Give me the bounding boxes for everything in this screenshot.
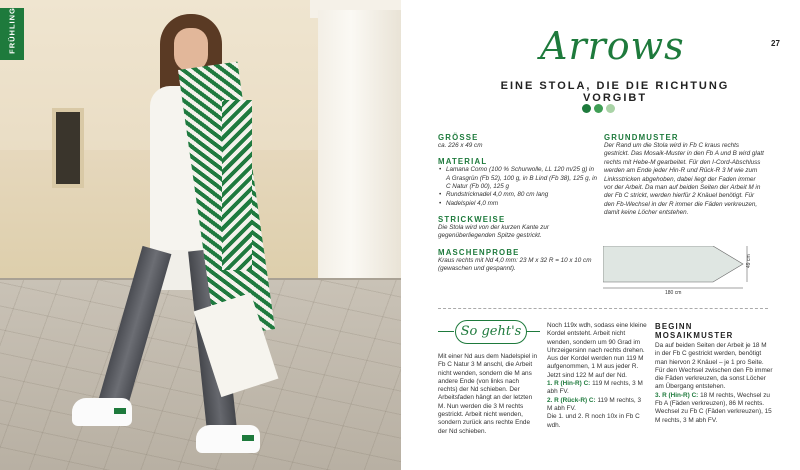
sogehts-rule-right [526, 331, 540, 332]
season-tag-label: FRÜHLING [7, 7, 17, 54]
mosaic-heading-line1: BEGINN [655, 322, 693, 331]
instructions-column-3 [655, 322, 773, 425]
pattern-subtitle: EINE STOLA, DIE DIE RICHTUNG VORGIBT [500, 80, 730, 104]
color-dots [582, 100, 618, 118]
instructions-text: Mit einer Nd aus dem Nadelspiel in Fb C Natur 3 M anschl, die Arbeit nicht wenden, sondern die M ans andere Ende (von links nach rechts) der Nd schieben. Der Arbeitsfaden hängt an der letzten M. Nun werden die 3 M rechts gestrickt. Arbeit nicht wenden, sondern zurück ans rechte Ende der Nd schieben. [438, 353, 538, 435]
mosaic-intro: Da auf beiden Seiten der Arbeit je 18 M in der Fb C gestrickt werden, benötigt man hiervon 2 Knäuel – je 1 pro Seite. Für den Wechsel zwischen den Fb immer die Fäden verkreuzen, da sonst Löcher am Übergang entstehen. [655, 342, 773, 391]
pattern-text: Der Rand um die Stola wird in Fb C kraus rechts gestrickt. Das Mosaik-Muster in den Fb A und B wird glatt rechts mit Hebe-M gearbeitet. Für den I-Cord-Abschluss werden am Ende jeder Hin-R und Rück-R 3 M wie zum Linksstricken abgehoben, dabei liegt der Faden immer vor der Arbeit. Da man auf beiden Seiten der Arbeit M in der Fb C strickt, werden hierfür 2 Knäuel benötigt. Für den Fb-Wechsel in der R immer die Fäden verkreuzen, damit keine Löcher entstehen. [604, 142, 764, 217]
material-heading: MATERIAL [438, 157, 488, 167]
gauge-text: Kraus rechts mit Nd 4,0 mm: 23 M x 32 R = 10 x 10 cm (gewaschen und gespannt). [438, 256, 592, 273]
color-dot-a [582, 104, 591, 113]
row-label: 2. R (Rück-R) C: [547, 396, 596, 404]
pattern-title: Arrows [540, 24, 685, 68]
size-text: ca. 226 x 49 cm [438, 142, 483, 149]
instructions-text: Noch 119x wdh, sodass eine kleine Kordel entsteht. Arbeit nicht wenden, sondern um 90 Grad im Uhrzeigersinn nach rechts drehen. Aus der Kordel werden nun 119 M aufgenommen, 1 M aus jeder R. Jetzt sind 122 M auf der Nd. [547, 322, 647, 379]
mosaic-heading-line2: MOSAIKMUSTER [655, 331, 734, 340]
page-number: 27 [771, 39, 780, 48]
technique-text: Die Stola wird von der kurzen Kante zur gegenüberliegenden Spitze gestrickt. [438, 223, 549, 240]
row-label: 3. R (Hin-R) C: [655, 391, 699, 399]
width-label: 180 cm [665, 290, 682, 296]
gauge-section [438, 248, 598, 274]
material-section [438, 157, 598, 207]
sogehts-rule-left [438, 331, 454, 332]
section-divider [438, 308, 768, 309]
stole-shape [603, 246, 743, 282]
height-label: 49 cm [746, 254, 752, 268]
row-text: 119 M rechts, 3 M abh FV. [547, 396, 642, 412]
row-text: 119 M rechts, 3 M abh FV. [547, 380, 643, 396]
schematic-diagram [603, 246, 753, 296]
info-column-left [438, 133, 598, 281]
instructions-column-1 [438, 353, 538, 436]
row-instruction [547, 397, 647, 414]
info-column-right [604, 133, 764, 218]
row-label: 1. R (Hin-R) C: [547, 380, 591, 388]
sneaker-left [72, 398, 132, 426]
instructions-column-2 [547, 322, 647, 430]
color-dot-c [606, 104, 615, 113]
pattern-heading: GRUNDMUSTER [604, 133, 679, 142]
size-section [438, 133, 598, 150]
season-tag [0, 8, 24, 60]
row-instruction [655, 392, 773, 425]
material-item: • Rundstricknadel 4,0 mm, 80 cm lang [446, 191, 598, 199]
instructions-text: Die 1. und 2. R noch 10x in Fb C wdh. [547, 413, 640, 429]
material-item: • Lamana Como (100 % Schurwolle, LL 120 m/25 g) in A Grasgrün (Fb 52), 100 g, in B Lind (Fb 38), 125 g, in C Natur (Fb 00), 125 g [446, 166, 598, 191]
material-item: • Nadelspiel 4,0 mm [446, 200, 598, 208]
green-stole-back [222, 100, 252, 270]
building-pillar [318, 10, 401, 310]
technique-section [438, 215, 598, 241]
material-list [438, 166, 598, 207]
sneaker-right [196, 425, 260, 453]
row-instruction [547, 380, 647, 397]
sogehts-badge: So geht's [455, 320, 527, 344]
wall-window [52, 108, 84, 188]
row-text: 18 M rechts, Wechsel zu Fb A (Fäden verkreuzen), 86 M rechts. Wechsel zu Fb C (Fäden verkreuzen), 15 M rechts, 3 M abh FV. [655, 391, 772, 424]
color-dot-b [594, 104, 603, 113]
technique-heading: STRICKWEISE [438, 214, 506, 224]
gauge-heading: MASCHENPROBE [438, 247, 520, 257]
size-heading: GRÖSSE [438, 133, 479, 142]
